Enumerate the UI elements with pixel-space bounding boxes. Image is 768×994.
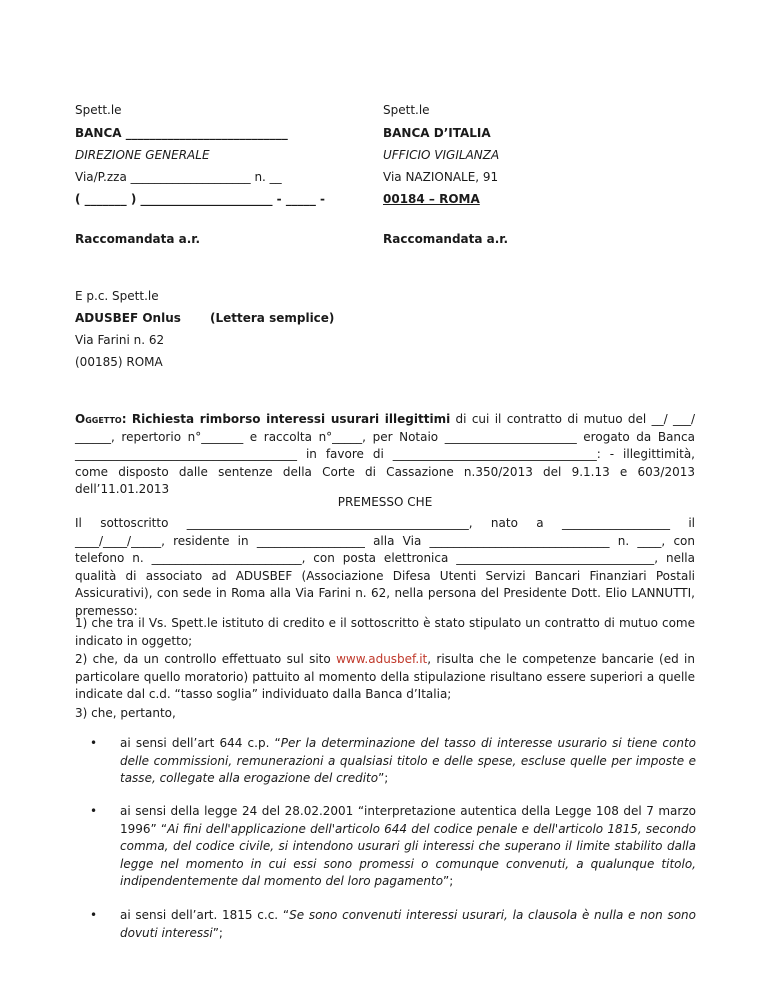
subject-text: di cui il contratto di mutuo del __/ ___/ ______, repertorio n°_______ e raccolta n°_____, per Notaio ______________________ erogato da Banca _____________________________________ in favore di __________________________________: - illegittimità, come disposto dalle sentenze della Corte di Cassazione n.350/2013 del 9.1.13 e 603/2013 dell’11.01.2013 bbox=[75, 412, 695, 496]
right-department: UFFICIO VIGILANZA bbox=[383, 148, 500, 162]
left-street: Via/P.zza ____________________ n. __ bbox=[75, 170, 282, 184]
left-delivery-method: Raccomandata a.r. bbox=[75, 232, 201, 246]
left-department: DIREZIONE GENERALE bbox=[75, 148, 210, 162]
adusbef-website-link[interactable]: www.adusbef.it bbox=[336, 652, 428, 666]
subject-title: Richiesta rimborso interessi usurari illegittimi bbox=[131, 412, 451, 426]
point-3: 3) che, pertanto, bbox=[75, 706, 176, 720]
point-2-after: , risulta che le competenze bancarie (ed in particolare quello moratorio) pattuito al momento della stipulazione risultano essere superiori a quelle indicate dal c.d. “tasso soglia” individuato dalla Banca d’Italia; bbox=[75, 652, 695, 701]
intro-paragraph: Il sottoscritto _______________________________________________, nato a __________________ il ____/____/_____, residente in __________________ alla Via ______________________________ n. ____, con telefono n. _________________________, con posta elettronica _________________________________, nella qualità di associato ad ADUSBEF (Associazione Difesa Utenti Servizi Bancari Finanziari Postali Assicurativi), con sede in Roma alla Via Farini n. 62, nella persona del Presidente Dott. Elio LANNUTTI, premesso: bbox=[75, 516, 695, 618]
premesso-heading: PREMESSO CHE bbox=[337, 495, 433, 509]
bullet-item-art-644 bbox=[120, 735, 696, 788]
cc-label: E p.c. Spett.le bbox=[75, 289, 159, 303]
right-bank-name: BANCA D’ITALIA bbox=[383, 126, 491, 140]
bullet-icon: • bbox=[90, 736, 98, 750]
cc-note: (Lettera semplice) bbox=[210, 311, 335, 325]
bullet-tail: ”; bbox=[378, 771, 389, 785]
bullet-item-legge-24 bbox=[120, 803, 696, 891]
bullet-quote: Ai fini dell'applicazione dell'articolo 644 del codice penale e dell'articolo 1815, secondo comma, del codice civile, si intendono usurari gli interessi che superano il limite stabilito dalla legge nel momento in cui essi sono promessi o comunque convenuti, a qualunque titolo, indipendentemente dal momento del loro pagamento bbox=[120, 821, 696, 888]
right-street: Via NAZIONALE, 91 bbox=[383, 170, 499, 184]
bullet-lead: ai sensi dell’art. 1815 c.c. “ bbox=[120, 908, 290, 922]
bullet-tail: ”; bbox=[443, 874, 454, 888]
point-2-before: 2) che, da un controllo effettuato sul sito bbox=[75, 652, 337, 666]
left-salutation: Spett.le bbox=[75, 103, 122, 117]
right-delivery-method: Raccomandata a.r. bbox=[383, 232, 509, 246]
bullet-icon: • bbox=[90, 804, 98, 818]
cc-street: Via Farini n. 62 bbox=[75, 333, 165, 347]
bullet-lead: ai sensi dell’art 644 c.p. “ bbox=[120, 736, 281, 750]
subject-paragraph bbox=[75, 411, 695, 499]
right-city: 00184 – ROMA bbox=[383, 192, 480, 206]
bullet-quote: Se sono convenuti interessi usurari, la clausola è nulla e non sono dovuti interessi bbox=[120, 908, 696, 940]
cc-city: (00185) ROMA bbox=[75, 355, 163, 369]
bullet-tail: ”; bbox=[212, 925, 223, 940]
left-city: ( _______ ) ______________________ - _____ - bbox=[75, 192, 325, 206]
subject-label: Oggetto: bbox=[75, 412, 127, 426]
left-bank-name: BANCA ___________________________ bbox=[75, 126, 288, 140]
bullet-quote: Per la determinazione del tasso di interesse usurario si tiene conto delle commissioni, remunerazioni a qualsiasi titolo e delle spese, escluse quelle per imposte e tasse, collegate alla erogazione del credito bbox=[120, 736, 697, 785]
bullet-icon: • bbox=[90, 908, 98, 922]
point-2 bbox=[75, 651, 695, 704]
point-1: 1) che tra il Vs. Spett.le istituto di credito e il sottoscritto è stato stipulato un contratto di mutuo come indicato in oggetto; bbox=[75, 616, 695, 648]
bullet-item-art-1815 bbox=[120, 907, 696, 942]
right-salutation: Spett.le bbox=[383, 103, 430, 117]
bullet-lead: ai sensi della legge 24 del 28.02.2001 “interpretazione autentica della Legge 108 del 7 marzo 1996” “ bbox=[120, 804, 696, 836]
cc-organization: ADUSBEF Onlus bbox=[75, 311, 181, 325]
